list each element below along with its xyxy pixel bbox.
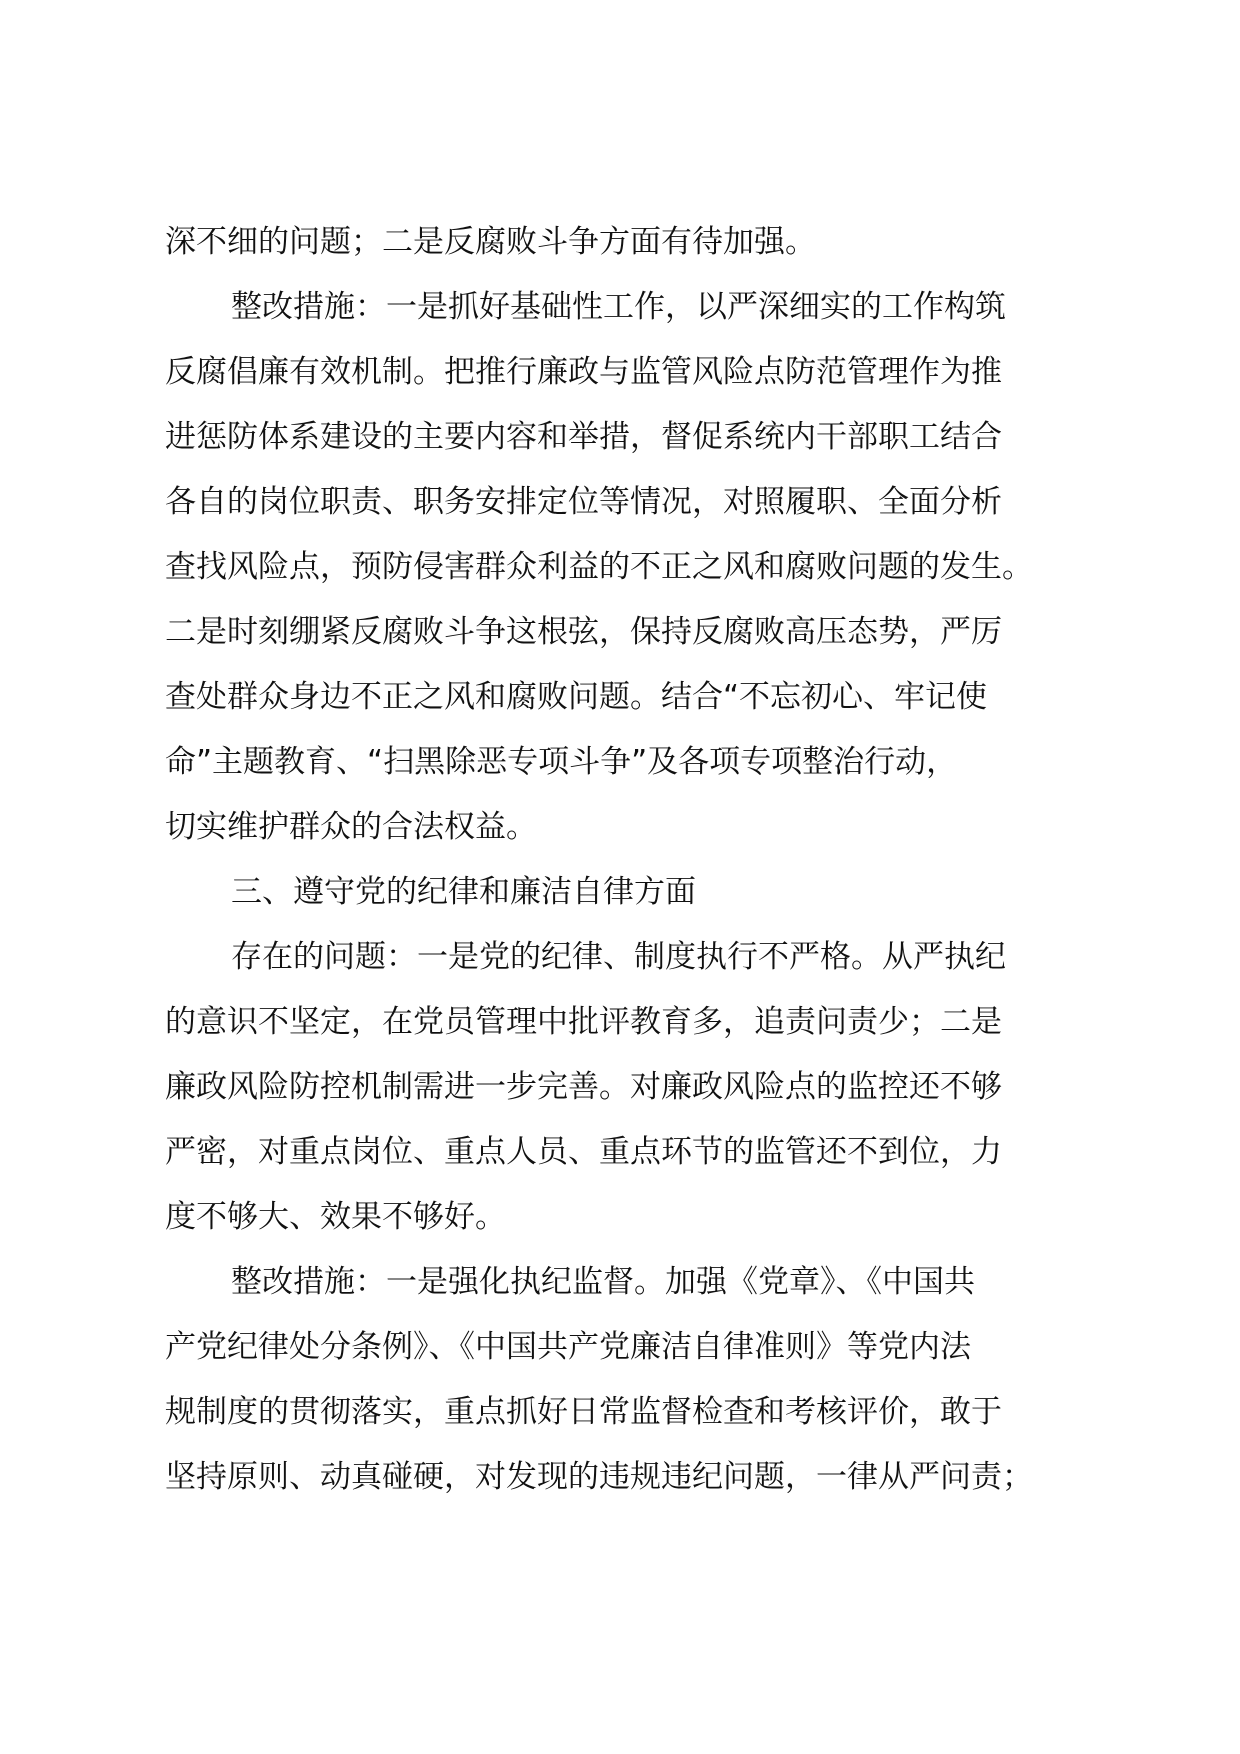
text-line: 三、遵守党的纪律和廉洁自律方面	[231, 874, 696, 910]
text-line: 命”主题教育、“扫黑除恶专项斗争”及各项专项整治行动，	[165, 744, 958, 780]
text-line: 整改措施：一是强化执纪监督。加强《党章》、《中国共	[231, 1264, 975, 1300]
text-line: 坚持原则、动真碰硬，对发现的违规违纪问题，一律从严问责；	[165, 1459, 1033, 1495]
text-line: 进惩防体系建设的主要内容和举措，督促系统内干部职工结合	[165, 419, 1002, 455]
text-line: 切实维护群众的合法权益。	[165, 809, 537, 845]
text-line: 产党纪律处分条例》、《中国共产党廉洁自律准则》等党内法	[165, 1329, 971, 1365]
text-line: 度不够大、效果不够好。	[165, 1199, 506, 1235]
text-line: 查处群众身边不正之风和腐败问题。结合“不忘初心、牢记使	[165, 679, 988, 715]
text-line: 整改措施：一是抓好基础性工作，以严深细实的工作构筑	[231, 289, 1006, 325]
text-line: 严密，对重点岗位、重点人员、重点环节的监管还不到位，力	[165, 1134, 1002, 1170]
text-line: 二是时刻绷紧反腐败斗争这根弦，保持反腐败高压态势，严厉	[165, 614, 1002, 650]
text-line: 深不细的问题；二是反腐败斗争方面有待加强。	[165, 224, 816, 260]
text-line: 廉政风险防控机制需进一步完善。对廉政风险点的监控还不够	[165, 1069, 1002, 1105]
text-line: 各自的岗位职责、职务安排定位等情况，对照履职、全面分析	[165, 484, 1002, 520]
text-line: 查找风险点，预防侵害群众利益的不正之风和腐败问题的发生。	[165, 549, 1033, 585]
text-line: 的意识不坚定，在党员管理中批评教育多，追责问责少；二是	[165, 1004, 1002, 1040]
body-text	[165, 210, 1095, 1510]
text-line: 反腐倡廉有效机制。把推行廉政与监管风险点防范管理作为推	[165, 354, 1002, 390]
text-line: 存在的问题：一是党的纪律、制度执行不严格。从严执纪	[231, 939, 1006, 975]
text-line: 规制度的贯彻落实，重点抓好日常监督检查和考核评价，敢于	[165, 1394, 1002, 1430]
